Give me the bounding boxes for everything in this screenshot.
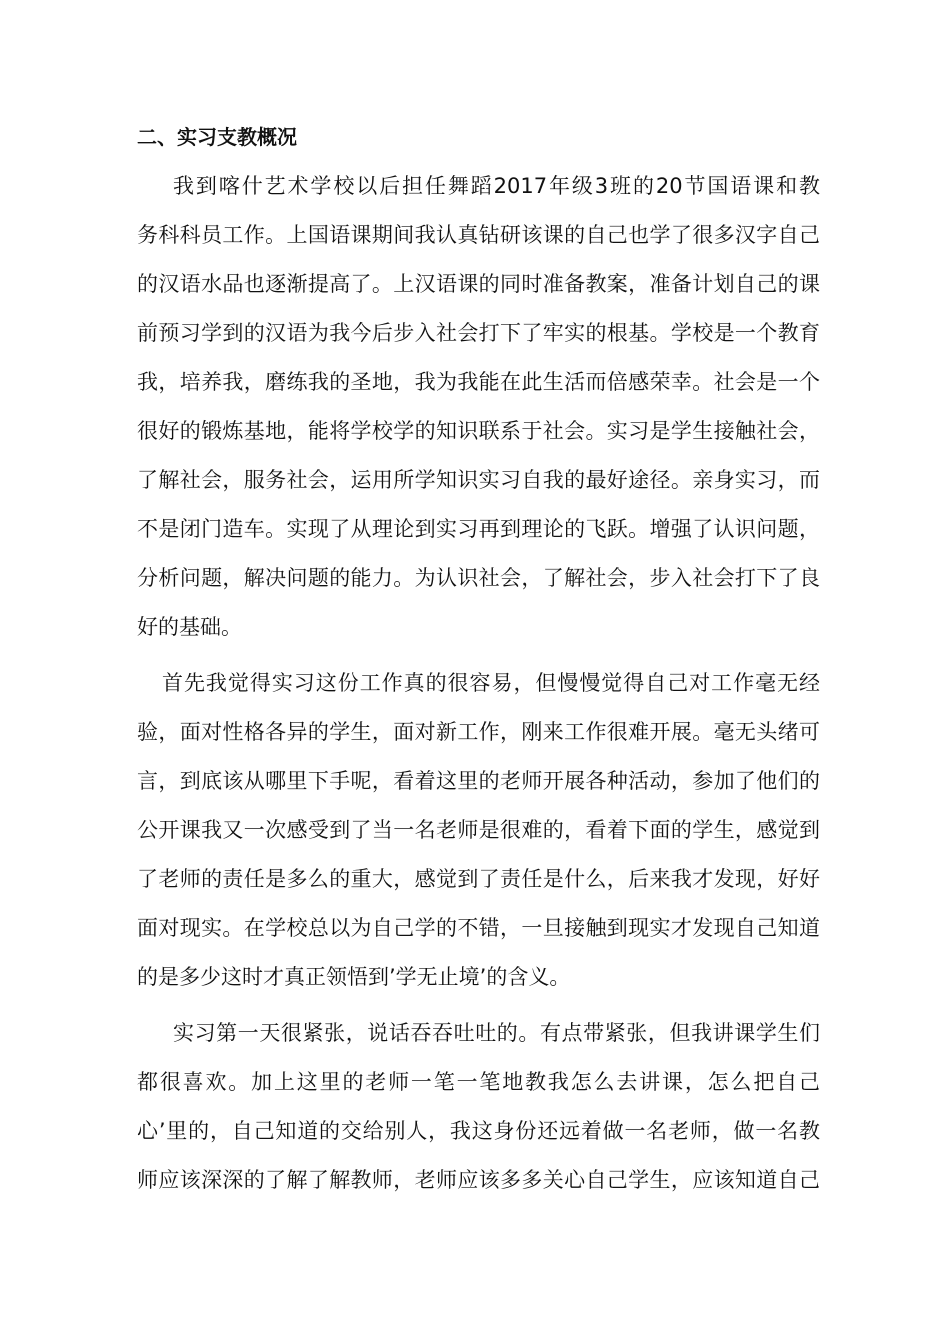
paragraph-line: 心’里的，自己知道的交给别人，我这身份还远着做一名老师，做一名教 (137, 1119, 820, 1143)
paragraph-line: 很好的锻炼基地，能将学校学的知识联系于社会。实习是学生接触社会， (137, 419, 820, 443)
paragraph-line: 师应该深深的了解了解教师，老师应该多多关心自己学生，应该知道自己 (137, 1168, 820, 1192)
paragraph-line: 公开课我又一次感受到了当一名老师是很难的，看着下面的学生，感觉到 (137, 818, 820, 842)
paragraph-line: 的汉语水品也逐渐提高了。上汉语课的同时准备教案，准备计划自己的课 (137, 272, 820, 296)
paragraph-line: 我到喀什艺术学校以后担任舞蹈2017年级3班的20节国语课和教 (173, 174, 820, 198)
paragraph-line: 了老师的责任是多么的重大，感觉到了责任是什么，后来我才发现，好好 (137, 867, 820, 891)
paragraph-line: 分析问题，解决问题的能力。为认识社会，了解社会，步入社会打下了良 (137, 566, 820, 590)
section-heading: 二、实习支教概况 (137, 125, 297, 149)
paragraph-line: 不是闭门造车。实现了从理论到实习再到理论的飞跃。增强了认识问题， (137, 517, 820, 541)
paragraph-line: 的是多少这时才真正领悟到’学无止境’的含义。 (137, 965, 571, 989)
paragraph-line: 都很喜欢。加上这里的老师一笔一笔地教我怎么去讲课，怎么把自己 (137, 1070, 820, 1094)
paragraph-line: 我，培养我，磨练我的圣地，我为我能在此生活而倍感荣幸。社会是一个 (137, 370, 820, 394)
paragraph-line: 实习第一天很紧张，说话吞吞吐吐的。有点带紧张，但我讲课学生们 (173, 1021, 820, 1045)
paragraph-line: 了解社会，服务社会，运用所学知识实习自我的最好途径。亲身实习，而 (137, 468, 820, 492)
paragraph-line: 验，面对性格各异的学生，面对新工作，刚来工作很难开展。毫无头绪可 (137, 720, 820, 744)
paragraph-line: 好的基础。 (137, 615, 242, 639)
paragraph-line: 首先我觉得实习这份工作真的很容易，但慢慢觉得自己对工作毫无经 (162, 671, 820, 695)
paragraph-line: 前预习学到的汉语为我今后步入社会打下了牢实的根基。学校是一个教育 (137, 321, 820, 345)
paragraph-line: 言，到底该从哪里下手呢，看着这里的老师开展各种活动，参加了他们的 (137, 769, 820, 793)
paragraph-line: 务科科员工作。上国语课期间我认真钻研该课的自己也学了很多汉字自己 (137, 223, 820, 247)
paragraph-line: 面对现实。在学校总以为自己学的不错，一旦接触到现实才发现自己知道 (137, 916, 820, 940)
